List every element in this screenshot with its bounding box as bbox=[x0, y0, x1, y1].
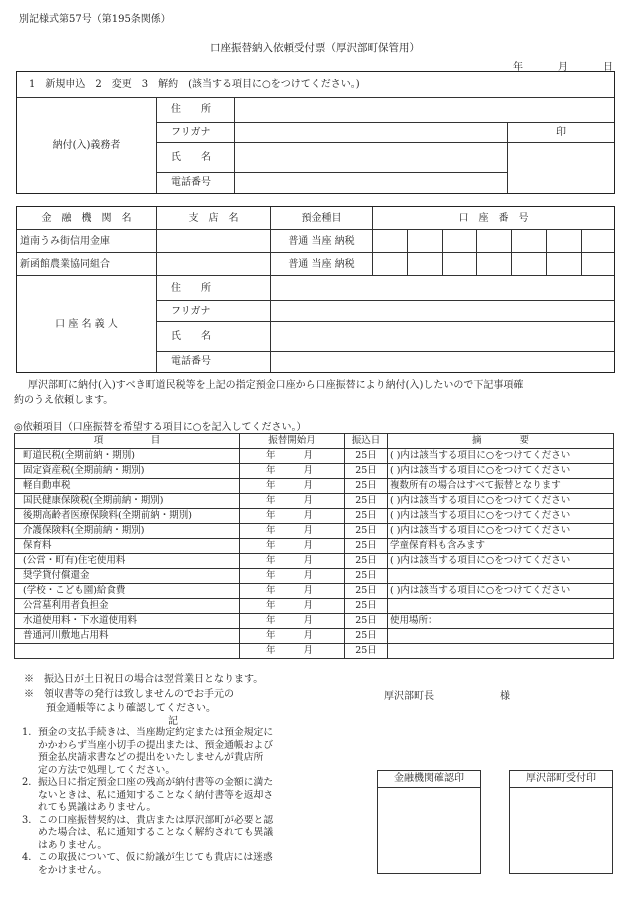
item-start-year-label: 年 bbox=[266, 644, 276, 656]
item-start-month[interactable] bbox=[240, 449, 345, 464]
item-name[interactable]: 奨学貸付償還金 bbox=[15, 569, 240, 584]
item-name[interactable]: (学校・こども園)給食費 bbox=[15, 584, 240, 599]
item-start-month-label: 月 bbox=[303, 539, 314, 551]
item-start-month[interactable] bbox=[240, 524, 345, 539]
item-start-month-label: 月 bbox=[303, 614, 314, 626]
bank-confirmation-stamp-box[interactable] bbox=[377, 770, 481, 874]
items-row bbox=[15, 524, 614, 539]
items-row bbox=[15, 554, 614, 569]
item-start-month[interactable] bbox=[240, 644, 345, 659]
payer-name-label: 氏 名 bbox=[157, 143, 235, 172]
item-start-year-label: 年 bbox=[266, 629, 276, 641]
branch-header: 支 店 名 bbox=[157, 207, 271, 230]
account-digit[interactable] bbox=[477, 230, 512, 253]
payer-address-label: 住 所 bbox=[157, 97, 235, 122]
item-note: 複数所有の場合はすべて振替となります bbox=[388, 479, 614, 494]
item-name[interactable]: 公営墓利用者負担金 bbox=[15, 599, 240, 614]
term-number: 3. bbox=[22, 814, 32, 826]
items-header-day: 振込日 bbox=[345, 434, 388, 449]
deposit-type-header: 預金種目 bbox=[271, 207, 373, 230]
item-transfer-day: 25日 bbox=[345, 479, 388, 494]
item-start-year-label: 年 bbox=[266, 554, 276, 566]
items-row bbox=[15, 494, 614, 509]
item-transfer-day: 25日 bbox=[345, 614, 388, 629]
items-row bbox=[15, 614, 614, 629]
date-year-label: 年 bbox=[513, 62, 523, 73]
account-digit[interactable] bbox=[512, 253, 547, 276]
account-digit[interactable] bbox=[407, 253, 442, 276]
item-start-month[interactable] bbox=[240, 464, 345, 479]
items-row bbox=[15, 629, 614, 644]
item-name[interactable] bbox=[15, 644, 240, 659]
payer-furigana-field[interactable] bbox=[235, 122, 508, 143]
term-item bbox=[22, 852, 362, 877]
item-start-month[interactable] bbox=[240, 554, 345, 569]
item-start-month[interactable] bbox=[240, 584, 345, 599]
item-start-month-label: 月 bbox=[303, 554, 314, 566]
item-note: ( )内は該当する項目に○をつけてください bbox=[388, 494, 614, 509]
items-row bbox=[15, 464, 614, 479]
item-transfer-day: 25日 bbox=[345, 644, 388, 659]
holder-phone-field[interactable] bbox=[271, 351, 615, 372]
item-start-month[interactable] bbox=[240, 509, 345, 524]
term-text bbox=[38, 777, 273, 815]
item-name[interactable]: 普通河川敷地占用料 bbox=[15, 629, 240, 644]
town-receipt-stamp-box[interactable] bbox=[509, 770, 613, 874]
item-transfer-day: 25日 bbox=[345, 524, 388, 539]
item-transfer-day: 25日 bbox=[345, 464, 388, 479]
payer-label: 納付(入)義務者 bbox=[17, 97, 157, 193]
date-month-label: 月 bbox=[558, 62, 568, 73]
account-digit[interactable] bbox=[407, 230, 442, 253]
item-transfer-day: 25日 bbox=[345, 494, 388, 509]
term-line: かかわらず当座小切手の提出または、預金通帳および bbox=[38, 739, 274, 751]
payer-address-field[interactable] bbox=[235, 97, 615, 122]
item-transfer-day: 25日 bbox=[345, 539, 388, 554]
bank-row-2-name: 新函館農業協同組合 bbox=[17, 253, 157, 276]
remark-receipt-1: ※ 領収書等の発行は致しませんのでお手元の bbox=[24, 689, 234, 700]
item-transfer-day: 25日 bbox=[345, 449, 388, 464]
item-start-month[interactable] bbox=[240, 614, 345, 629]
account-number-header: 口 座 番 号 bbox=[373, 207, 615, 230]
term-line: れても異議はありません。 bbox=[38, 802, 157, 813]
items-row bbox=[15, 539, 614, 554]
item-name[interactable]: 後期高齢者医療保険料(全期前納・期別) bbox=[15, 509, 240, 524]
item-start-month-label: 月 bbox=[303, 479, 314, 491]
item-transfer-day: 25日 bbox=[345, 569, 388, 584]
seal-label: 印 bbox=[508, 122, 615, 143]
bank-row-1-branch[interactable] bbox=[157, 230, 271, 253]
item-start-year-label: 年 bbox=[266, 494, 276, 506]
item-start-month-label: 月 bbox=[303, 644, 314, 656]
account-digit[interactable] bbox=[581, 253, 614, 276]
ki-label: 記 bbox=[168, 716, 178, 727]
item-name[interactable]: (公営・町有)住宅使用料 bbox=[15, 554, 240, 569]
account-digit[interactable] bbox=[581, 230, 614, 253]
item-note: ( )内は該当する項目に○をつけてください bbox=[388, 464, 614, 479]
payer-name-field[interactable] bbox=[235, 143, 508, 172]
holder-phone-label: 電話番号 bbox=[157, 351, 271, 372]
term-line: 振込日に指定預金口座の残高が納付書等の金額に満た bbox=[38, 777, 274, 788]
date-day-label: 日 bbox=[603, 62, 613, 73]
holder-name-label: 氏 名 bbox=[157, 322, 271, 351]
bank-section bbox=[16, 206, 615, 373]
item-note bbox=[388, 569, 614, 584]
item-start-month-label: 月 bbox=[303, 569, 314, 581]
account-digit[interactable] bbox=[477, 253, 512, 276]
term-item bbox=[22, 727, 362, 777]
term-text bbox=[38, 852, 273, 877]
item-start-month[interactable] bbox=[240, 629, 345, 644]
term-line: この取扱について、仮に紛議が生じても貴店には迷惑 bbox=[38, 852, 273, 863]
items-table bbox=[14, 433, 614, 659]
account-digit[interactable] bbox=[547, 230, 582, 253]
item-start-month-label: 月 bbox=[303, 494, 314, 506]
account-digit[interactable] bbox=[547, 253, 582, 276]
terms-list bbox=[22, 727, 362, 877]
remark-receipt-2: 預金通帳等により確認してください。 bbox=[46, 703, 216, 714]
term-line: 定の方法で処理してください。 bbox=[38, 764, 176, 776]
items-row bbox=[15, 599, 614, 614]
account-digit[interactable] bbox=[373, 230, 408, 253]
items-row bbox=[15, 569, 614, 584]
item-start-month-label: 月 bbox=[303, 509, 314, 521]
holder-address-label: 住 所 bbox=[157, 276, 271, 301]
items-row bbox=[15, 584, 614, 599]
account-digit[interactable] bbox=[373, 253, 408, 276]
term-line: めた場合は、私に通知することなく解約されても異議 bbox=[38, 827, 274, 838]
item-note: 使用場所： bbox=[388, 614, 614, 629]
item-note: ( )内は該当する項目に○をつけてください bbox=[388, 554, 614, 569]
item-start-month-label: 月 bbox=[303, 599, 314, 611]
item-start-year-label: 年 bbox=[266, 569, 276, 581]
term-number: 4. bbox=[22, 852, 32, 863]
item-note: ( )内は該当する項目に○をつけてください bbox=[388, 449, 614, 464]
term-number: 1. bbox=[22, 727, 32, 738]
term-text bbox=[38, 815, 273, 853]
items-header-start: 振替開始月 bbox=[240, 434, 345, 449]
items-row bbox=[15, 509, 614, 524]
item-start-month[interactable] bbox=[240, 599, 345, 614]
mayor-sama: 様 bbox=[500, 691, 510, 702]
item-start-month-label: 月 bbox=[303, 584, 314, 596]
item-note bbox=[388, 599, 614, 614]
bank-row-1-name: 道南うみ街信用金庫 bbox=[17, 230, 157, 253]
remark-holiday: ※ 振込日が土日祝日の場合は翌営業日となります。 bbox=[24, 674, 264, 685]
item-name[interactable]: 町道民税(全期前納・期別) bbox=[15, 449, 240, 464]
items-header-note: 摘 要 bbox=[388, 434, 614, 449]
item-note: ( )内は該当する項目に○をつけてください bbox=[388, 584, 614, 599]
items-row bbox=[15, 479, 614, 494]
payer-section bbox=[16, 71, 615, 194]
item-start-year-label: 年 bbox=[266, 599, 276, 611]
holder-furigana-label: フリガナ bbox=[157, 301, 271, 322]
holder-address-field[interactable] bbox=[271, 276, 615, 301]
item-transfer-day: 25日 bbox=[345, 599, 388, 614]
item-transfer-day: 25日 bbox=[345, 584, 388, 599]
items-row bbox=[15, 644, 614, 659]
item-start-year-label: 年 bbox=[266, 479, 276, 491]
item-start-year-label: 年 bbox=[266, 584, 276, 596]
town-receipt-stamp-label: 厚沢部町受付印 bbox=[510, 771, 612, 788]
term-item bbox=[22, 815, 362, 853]
item-start-month-label: 月 bbox=[303, 629, 314, 641]
account-digit[interactable] bbox=[442, 230, 477, 253]
bank-row-2-branch[interactable] bbox=[157, 253, 271, 276]
item-note: ( )内は該当する項目に○をつけてください bbox=[388, 524, 614, 539]
item-name[interactable]: 国民健康保険税(全期前納・期別) bbox=[15, 494, 240, 509]
application-type-line: 1 新規申込 2 変更 3 解約 (該当する項目に○をつけてください。) bbox=[17, 72, 614, 97]
item-note: ( )内は該当する項目に○をつけてください bbox=[388, 509, 614, 524]
item-name[interactable]: 保育料 bbox=[15, 539, 240, 554]
items-row bbox=[15, 449, 614, 464]
seal-box[interactable] bbox=[508, 143, 615, 193]
item-transfer-day: 25日 bbox=[345, 509, 388, 524]
item-start-year-label: 年 bbox=[266, 509, 276, 521]
bank-row-2-type[interactable]: 普通 当座 納税 bbox=[271, 253, 373, 276]
payer-phone-label: 電話番号 bbox=[157, 172, 235, 193]
item-start-month-label: 月 bbox=[303, 464, 314, 476]
item-name[interactable]: 固定資産税(全期前納・期別) bbox=[15, 464, 240, 479]
bank-row-1-type[interactable]: 普通 当座 納税 bbox=[271, 230, 373, 253]
item-start-year-label: 年 bbox=[266, 524, 276, 536]
bank-name-header: 金 融 機 関 名 bbox=[17, 207, 157, 230]
items-caption: ◎依頼項目（口座振替を希望する項目に○を記入してください。） bbox=[14, 422, 307, 433]
item-transfer-day: 25日 bbox=[345, 629, 388, 644]
term-line: ないときは、私に通知することなく納付書等を返却さ bbox=[38, 789, 274, 801]
term-number: 2. bbox=[22, 777, 32, 788]
item-name[interactable]: 水道使用料・下水道使用料 bbox=[15, 614, 240, 629]
account-digit[interactable] bbox=[512, 230, 547, 253]
bank-confirmation-stamp-label: 金融機関確認印 bbox=[378, 771, 480, 788]
item-note: 学童保育料も含みます bbox=[388, 539, 614, 554]
item-note bbox=[388, 629, 614, 644]
item-name[interactable]: 介護保険料(全期前納・期別) bbox=[15, 524, 240, 539]
term-item bbox=[22, 777, 362, 815]
page-title: 口座振替納入依頼受付票（厚沢部町保管用） bbox=[210, 42, 420, 54]
term-text bbox=[38, 727, 273, 777]
item-start-month[interactable] bbox=[240, 479, 345, 494]
item-name[interactable]: 軽自動車税 bbox=[15, 479, 240, 494]
item-start-month[interactable] bbox=[240, 569, 345, 584]
payer-phone-field[interactable] bbox=[235, 172, 508, 193]
term-line: 預金払戻請求書などの提出をいたしませんが貴店所 bbox=[38, 752, 264, 763]
term-line: はありません。 bbox=[38, 839, 108, 851]
item-start-year-label: 年 bbox=[266, 539, 276, 551]
holder-name-field[interactable] bbox=[271, 322, 615, 351]
item-start-year-label: 年 bbox=[266, 464, 276, 476]
item-start-year-label: 年 bbox=[266, 614, 276, 626]
request-text-line-1: 厚沢部町に納付(入)すべき町道民税等を上記の指定預金口座から口座振替により納付(入)したいので下記事項確 bbox=[28, 380, 524, 391]
term-line: をかけません。 bbox=[38, 864, 108, 876]
form-number: 別記様式第57号（第195条関係） bbox=[19, 14, 171, 25]
payer-furigana-label: フリガナ bbox=[157, 122, 235, 143]
item-start-month[interactable] bbox=[240, 539, 345, 554]
term-line: 預金の支払手続きは、当座勘定約定または預金規定に bbox=[38, 727, 274, 738]
items-header-item: 項 目 bbox=[15, 434, 240, 449]
item-start-year-label: 年 bbox=[266, 449, 276, 461]
item-start-month[interactable] bbox=[240, 494, 345, 509]
item-transfer-day: 25日 bbox=[345, 554, 388, 569]
account-digit[interactable] bbox=[442, 253, 477, 276]
mayor-label: 厚沢部町長 bbox=[384, 691, 434, 702]
holder-furigana-field[interactable] bbox=[271, 301, 615, 322]
account-holder-label: 口 座 名 義 人 bbox=[17, 276, 157, 372]
request-text-line-2: 約のうえ依頼します。 bbox=[14, 395, 114, 406]
item-note bbox=[388, 644, 614, 659]
term-line: この口座振替契約は、貴店または厚沢部町が必要と認 bbox=[38, 814, 274, 826]
item-start-month-label: 月 bbox=[303, 449, 314, 461]
item-start-month-label: 月 bbox=[303, 524, 314, 536]
